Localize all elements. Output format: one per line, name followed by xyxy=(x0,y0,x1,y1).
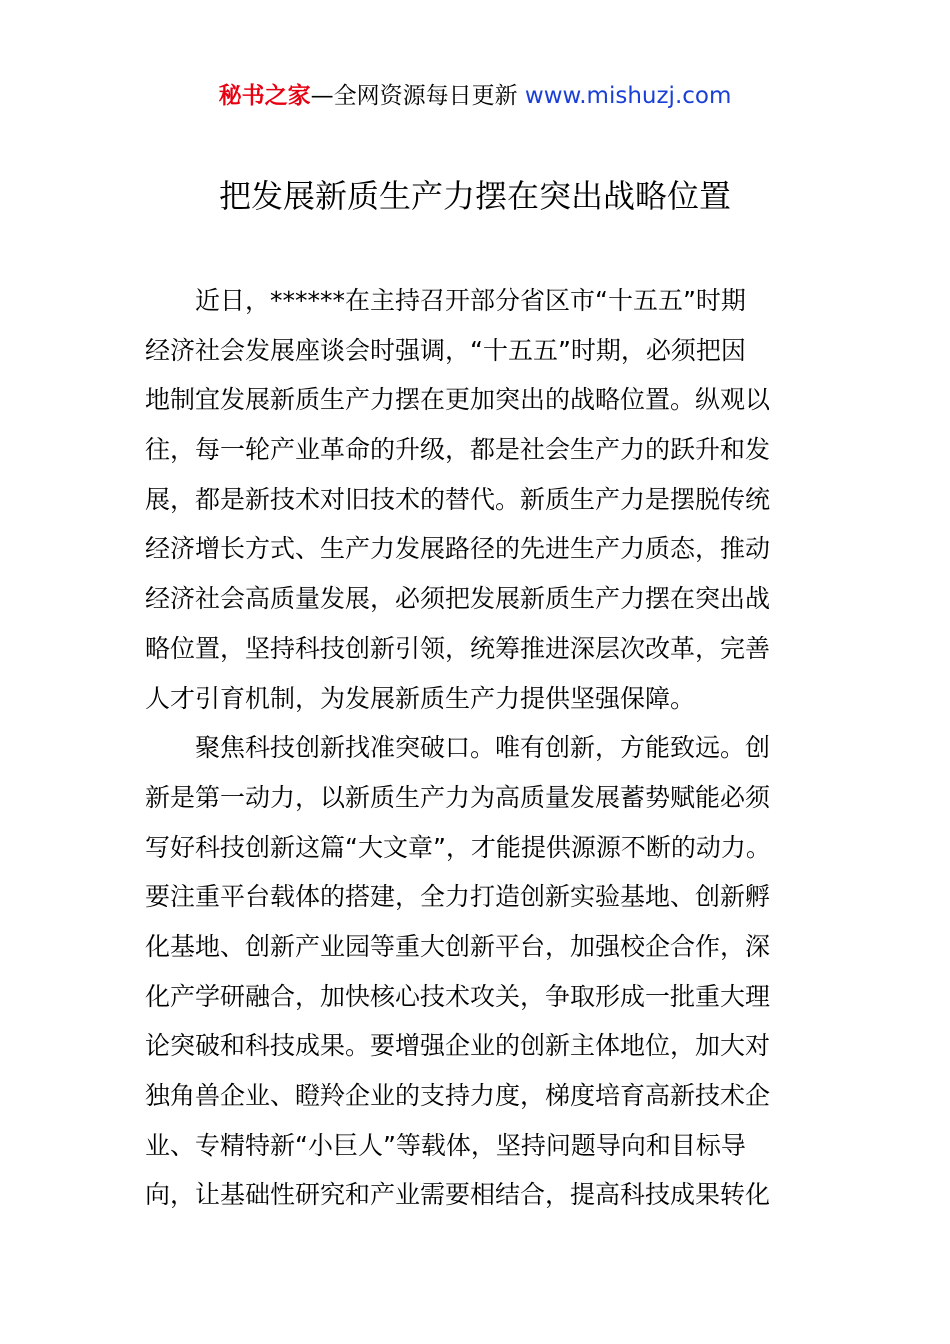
paragraph-line: 近日，******在主持召开部分省区市“十五五”时期 xyxy=(195,286,746,315)
paragraph-line: 论突破和科技成果。要增强企业的创新主体地位，加大对 xyxy=(145,1031,771,1061)
paragraph-line: 往，每一轮产业革命的升级，都是社会生产力的跃升和发 xyxy=(145,435,771,465)
paragraph-line: 业、专精特新“小巨人”等载体，坚持问题导向和目标导 xyxy=(145,1130,746,1160)
paragraph-line: 经济社会高质量发展，必须把发展新质生产力摆在突出战 xyxy=(145,584,771,614)
document-title: 把发展新质生产力摆在突出战略位置 xyxy=(218,177,731,215)
paragraph-line: 经济社会发展座谈会时强调，“十五五”时期，必须把因 xyxy=(145,335,746,365)
paragraph-line: 独角兽企业、瞪羚企业的支持力度，梯度培育高新技术企 xyxy=(145,1081,771,1110)
paragraph-line: 新是第一动力，以新质生产力为高质量发展蓄势赋能必须 xyxy=(145,782,771,812)
site-url-link[interactable]: www.mishuzj.com xyxy=(524,83,732,109)
paragraph-line: 化产学研融合，加快核心技术攻关，争取形成一批重大理 xyxy=(145,981,771,1011)
paragraph-line: 向，让基础性研究和产业需要相结合，提高科技成果转化 xyxy=(145,1180,771,1210)
paragraph-line: 写好科技创新这篇“大文章”，才能提供源源不断的动力。 xyxy=(145,832,771,862)
paragraph-line: 要注重平台载体的搭建，全力打造创新实验基地、创新孵 xyxy=(145,882,771,912)
paragraph-line: 展，都是新技术对旧技术的替代。新质生产力是摆脱传统 xyxy=(145,484,771,514)
paragraph-line: 地制宜发展新质生产力摆在更加突出的战略位置。纵观以 xyxy=(145,385,771,415)
paragraph-intro xyxy=(145,276,795,723)
paragraph-line: 经济增长方式、生产力发展路径的先进生产力质态，推动 xyxy=(145,534,771,564)
paragraph-line: 人才引育机制，为发展新质生产力提供坚强保障。 xyxy=(145,683,696,713)
paragraph-innovation xyxy=(145,723,795,1220)
paragraph-line: 聚焦科技创新找准突破口。唯有创新，方能致远。创 xyxy=(195,733,771,763)
site-tagline: —全网资源每日更新 xyxy=(310,83,525,109)
site-brand: 秘书之家 xyxy=(218,83,311,109)
paragraph-line: 略位置，坚持科技创新引领，统筹推进深层次改革，完善 xyxy=(145,633,771,663)
site-header xyxy=(0,80,950,112)
paragraph-line: 化基地、创新产业园等重大创新平台，加强校企合作，深 xyxy=(145,931,771,961)
document-body xyxy=(145,276,795,1220)
